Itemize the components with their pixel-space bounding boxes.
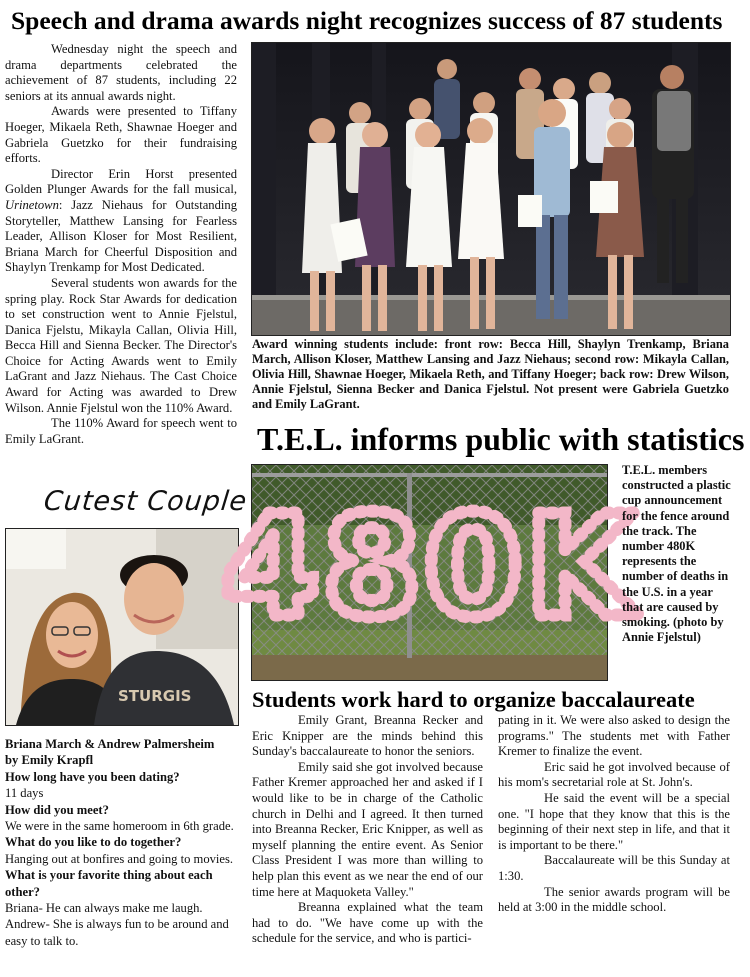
baccalaureate-paragraph-continued: pating in it. We were also asked to design the programs." The students met with Father Kremer to finalize the event. [498,713,730,759]
awards-paragraph-5: The 110% Award for speech went to Emily LaGrant. [5,416,237,446]
interview-question: What is your favorite thing about each other? [5,868,213,899]
awards-photo-caption: Award winning students include: front row: Becca Hill, Shaylyn Trenkamp, Briana March, Allison Kloser, Matthew Lansing and Jazz Niehaus; second row: Mikayla Callan, Olivia Hill, Shawnae Hoeger, Mikaela Reth, and Tiffany Hoeger; back row: Drew Wilson, Annie Fjelstul, Sienna Becker and Danica Fjelstul. Not present were Gabriela Guetzko and Emily LaGrant. [252,337,729,411]
awards-group-photo [251,42,731,336]
awards-story-body [5,42,237,447]
couple-names: Briana March & Andrew Palmersheim [5,737,215,751]
headline-baccalaureate: Students work hard to organize baccalaureate [252,687,695,712]
headline-awards-night: Speech and drama awards night recognizes success of 87 students [11,6,723,35]
awards-paragraph-2: Awards were presented to Tiffany Hoeger, Mikaela Reth, Shawnae Hoeger and Gabriela Guetzko for their fundraising efforts. [5,104,237,166]
baccalaureate-paragraph: Breanna explained what the team had to do. "We have come up with the schedule for the service, and who is partici- [252,900,483,946]
awards-paragraph-3-lead: Director Erin Horst presented Golden Plunger Awards for the fall musical, [5,166,237,197]
interview-answer: 11 days [5,786,44,801]
baccalaureate-paragraph: Emily said she got involved because Father Kremer approached her and asked if I would like to be in charge of the Catholic church in Delhi and I agreed. It then turned into Breanna Recker, Eric Knipper, as well as myself planning the entire event. As Senior Class President I was more than willing to help plan this event as we near the end of our time here at Maquoketa Valley." [252,759,483,899]
couple-photo [5,528,239,726]
cutest-couple-heading: Cutest Couple [42,486,249,517]
shirt-print-text: STURGIS [118,687,192,705]
cup-fence-photo-image [221,465,639,680]
baccalaureate-paragraph: Emily Grant, Breanna Recker and Eric Knipper are the minds behind this Sunday's baccalaureate to honor the seniors. [252,713,483,759]
cup-fence-photo [221,464,639,681]
interview-answer: We were in the same homeroom in 6th grade. [5,819,234,834]
headline-tel-statistics: T.E.L. informs public with statistics [257,421,745,457]
cup-photo-caption: T.E.L. members constructed a plastic cup announcement for the fence around the track. The number 480K represents the number of deaths in the U.S. in a year that are caused by smoking. (photo by Annie Fjelstul) [622,463,731,645]
couple-byline: by Emily Krapfl [5,753,94,768]
baccalaureate-paragraph: Baccalaureate will be this Sunday at 1:30. [498,853,730,883]
couple-photo-image [6,529,238,725]
cup-number-display: 480K [221,486,639,649]
baccalaureate-column-2 [498,713,730,916]
awards-group-photo-image [252,43,730,335]
interview-question: What do you like to do together? [5,835,182,850]
interview-question: How long have you been dating? [5,769,180,784]
couple-interview [5,736,240,949]
interview-answer: Briana- He can always make me laugh. Andrew- She is always fun to be around and easy to talk to. [5,901,229,948]
interview-answer: Hanging out at bonfires and going to movies. [5,851,234,866]
baccalaureate-paragraph: Eric said he got involved because of his mom's secretarial role at St. John's. [498,759,730,790]
baccalaureate-column-1 [252,713,483,947]
awards-paragraph-4: Several students won awards for the spring play. Rock Star Awards for dedication to set construction went to Annie Fjelstul, Danica Fjelstu, Mikayla Callan, Olivia Hill, Becca Hill and Sienna Becker. The Director's Choice for Acting Awards went to Emily LaGrant and Jazz Niehaus. The Cast Choice Award for Acting was awarded to Drew Wilson. Annie Fjelstul won the 110% Award. [5,275,237,415]
interview-question: How did you meet? [5,802,109,817]
awards-paragraph-1: Wednesday night the speech and drama departments celebrated the achievement of 87 students, including 22 seniors at its annual awards night. [5,42,237,103]
awards-paragraph-3-rest: : Jazz Niehaus for Outstanding Storyteller, Matthew Lansing for Fearless Leader, Allison Kloser for Most Resilient, Briana March for Cheerful Disposition and Shaylyn Trenkamp for Most Dedicated. [5,197,237,275]
awards-paragraph-3 [5,167,237,276]
musical-title: Urinetown [5,197,59,212]
baccalaureate-paragraph: The senior awards program will be held at 3:00 in the middle school. [498,884,730,915]
baccalaureate-paragraph: He said the event will be a special one. "I hope that they know that this is the beginning of their next step in life, and that it is important to be there." [498,790,730,852]
